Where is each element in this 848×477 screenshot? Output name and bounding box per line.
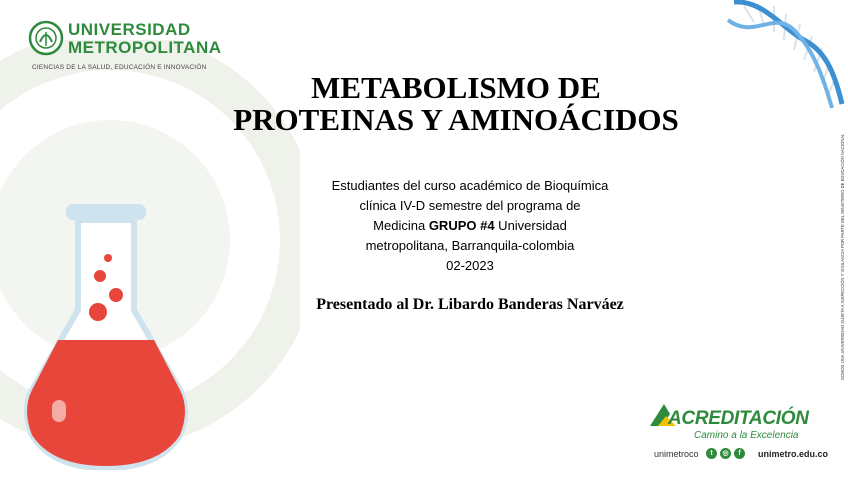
subtitle-line-1: Estudiantes del curso académico de Bioquímica xyxy=(331,178,609,193)
ministry-notice-text: SOMOS UNA UNIVERSIDAD SUJETA A INSPECCIÓN Y VIGILANCIA POR PARTE DEL MINISTERIO DE EDUCACIÓN NACIONAL xyxy=(840,133,845,380)
social-handle: unimetroco xyxy=(654,449,699,459)
presenter-line: Presentado al Dr. Libardo Banderas Narváez xyxy=(316,296,624,313)
accreditation-word: ACREDITACIÓN xyxy=(668,408,809,429)
university-logo xyxy=(28,18,228,78)
contact-row xyxy=(654,448,829,462)
facebook-icon[interactable]: f xyxy=(734,448,745,459)
university-seal-icon xyxy=(28,20,64,56)
flask-icon xyxy=(22,200,192,470)
website-link[interactable]: unimetro.edu.co xyxy=(758,449,829,459)
accreditation-slogan: Camino a la Excelencia xyxy=(694,430,799,441)
subtitle-line-3-post: Universidad xyxy=(494,218,567,233)
logo-line-2: METROPOLITANA xyxy=(68,38,222,57)
title-line-2: PROTEINAS Y AMINOÁCIDOS xyxy=(233,102,679,137)
accreditation-logo xyxy=(648,396,829,466)
logo-tagline: CIENCIAS DE LA SALUD, EDUCACIÓN E INNOVACIÓN xyxy=(32,64,207,71)
subtitle-line-3 xyxy=(300,216,640,236)
logo-line-1: UNIVERSIDAD xyxy=(68,20,191,39)
subtitle-line-4: metropolitana, Barranquila-colombia xyxy=(365,238,575,253)
group-number: GRUPO #4 xyxy=(428,218,495,233)
twitter-icon[interactable]: t xyxy=(706,448,717,459)
subtitle-line-3-pre: Medicina xyxy=(373,218,429,233)
ministry-notice xyxy=(838,90,846,380)
students-description xyxy=(300,176,640,276)
title-line-1: METABOLISMO DE xyxy=(311,70,601,105)
slide-title xyxy=(200,72,712,136)
subtitle-line-2: clínica IV-D semestre del programa de xyxy=(359,198,581,213)
dna-icon xyxy=(724,0,848,110)
subtitle-date: 02-2023 xyxy=(446,258,494,273)
instagram-icon[interactable]: ◎ xyxy=(720,448,731,459)
